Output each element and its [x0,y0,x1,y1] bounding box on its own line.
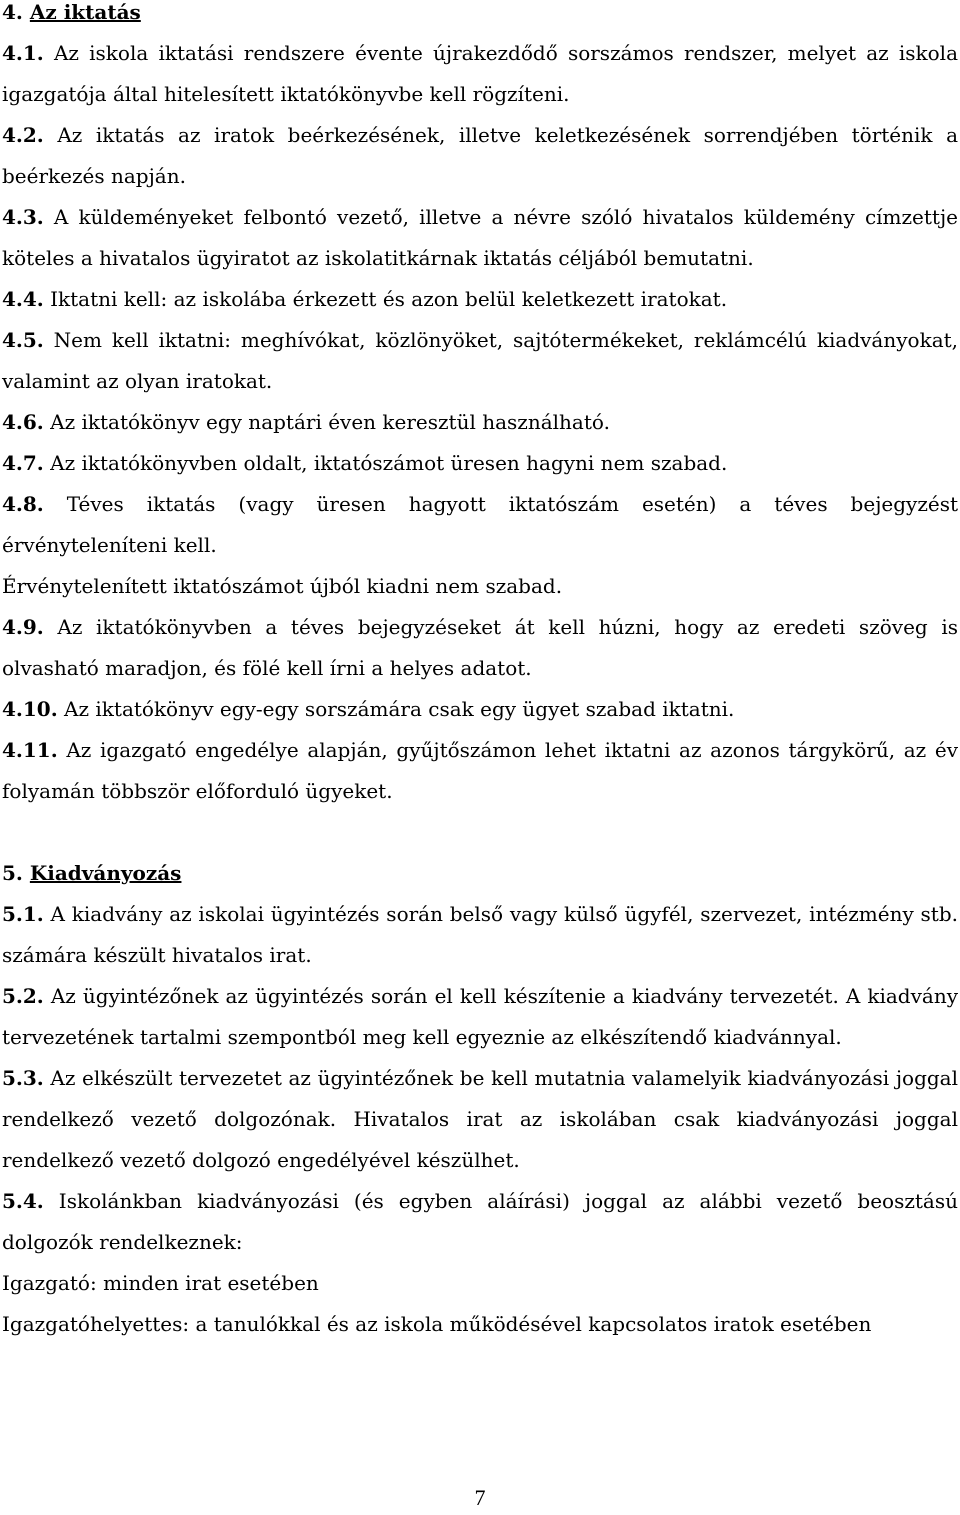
paragraph-number: 4.4. [2,287,44,311]
section-title: Kiadványozás [29,861,182,885]
paragraph-text: Nem kell iktatni: meghívókat, közlönyöket, sajtótermékeket, reklámcélú kiadványokat, valamint az olyan iratokat. [2,328,959,393]
paragraph-4-7 [2,443,958,484]
paragraph-text: Az iktatókönyv egy-egy sorszámára csak egy ügyet szabad iktatni. [64,697,735,721]
page-number: 7 [474,1485,486,1510]
paragraph-text: Az iskola iktatási rendszere évente újrakezdődő sorszámos rendszer, melyet az iskola igazgatója által hitelesített iktatókönyvbe kell rögzíteni. [2,41,958,106]
paragraph-text: Az iktatókönyvben a téves bejegyzéseket át kell húzni, hogy az eredeti szöveg is olvasható maradjon, és fölé kell írni a helyes adatot. [2,615,959,680]
paragraph-4-9 [2,607,958,689]
paragraph-text: Igazgatóhelyettes: a tanulókkal és az iskola működésével kapcsolatos iratok esetében [2,1312,872,1336]
paragraph-4-10 [2,689,958,730]
paragraph-4-5 [2,320,958,402]
paragraph-number: 4.10. [2,697,58,721]
paragraph-text: Iskolánkban kiadványozási (és egyben aláírási) joggal az alábbi vezető beosztású dolgozók rendelkeznek: [2,1189,959,1254]
paragraph-text: A küldeményeket felbontó vezető, illetve a névre szóló hivatalos küldemény címzettje köteles a hivatalos ügyiratot az iskolatitkárnak iktatás céljából bemutatni. [2,205,958,270]
paragraph-4-8 [2,484,958,566]
paragraph-4-1 [2,33,958,115]
paragraph-4-3 [2,197,958,279]
paragraph-4-4 [2,279,958,320]
paragraph-5-1 [2,894,958,976]
paragraph-number: 4.7. [2,451,44,475]
paragraph-number: 4.9. [2,615,44,639]
paragraph-number: 4.6. [2,410,44,434]
paragraph-text: Az elkészült tervezetet az ügyintézőnek be kell mutatnia valamelyik kiadványozási joggal rendelkező vezető dolgozónak. Hivatalos irat az iskolában csak kiadványozási joggal rendelkező vezető dolgozó engedélyével készülhet. [2,1066,958,1172]
paragraph-text: Az igazgató engedélye alapján, gyűjtőszámon lehet iktatni az azonos tárgykörű, az év folyamán többször előforduló ügyeket. [2,738,958,803]
paragraph-4-8-continued [2,566,958,607]
signatory-igazgato [2,1263,958,1304]
paragraph-number: 5.4. [2,1189,44,1213]
paragraph-5-3 [2,1058,958,1181]
paragraph-number: 5.1. [2,902,44,926]
paragraph-text: Iktatni kell: az iskolába érkezett és azon belül keletkezett iratokat. [50,287,728,311]
paragraph-5-4 [2,1181,958,1263]
section-heading-iktatas [2,0,958,33]
paragraph-4-6 [2,402,958,443]
paragraph-4-2 [2,115,958,197]
paragraph-text: Az iktatás az iratok beérkezésének, illetve keletkezésének sorrendjében történik a beérkezés napján. [2,123,959,188]
paragraph-number: 4.3. [2,205,44,229]
paragraph-number: 4.5. [2,328,44,352]
paragraph-number: 4.8. [2,492,44,516]
paragraph-number: 5.3. [2,1066,44,1090]
paragraph-5-2 [2,976,958,1058]
section-title: Az iktatás [29,0,141,24]
paragraph-number: 5.2. [2,984,44,1008]
paragraph-number: 4.2. [2,123,44,147]
paragraph-text: Igazgató: minden irat esetében [2,1271,319,1295]
section-number: 4. [2,0,23,24]
paragraph-text: Az ügyintézőnek az ügyintézés során el kell készítenie a kiadvány tervezetét. A kiadvány tervezetének tartalmi szempontból meg kell egyeznie az elkészítendő kiadvánnyal. [2,984,959,1049]
section-number: 5. [2,861,23,885]
paragraph-number: 4.11. [2,738,58,762]
paragraph-text: Az iktatókönyvben oldalt, iktatószámot üresen hagyni nem szabad. [50,451,728,475]
signatory-igazgatohelyettes [2,1304,958,1345]
paragraph-4-11 [2,730,958,812]
paragraph-text: Téves iktatás (vagy üresen hagyott iktatószám esetén) a téves bejegyzést érvényteleníteni kell. [2,492,959,557]
section-spacer [2,812,958,853]
paragraph-text: A kiadvány az iskolai ügyintézés során belső vagy külső ügyfél, szervezet, intézmény stb. számára készült hivatalos irat. [2,902,958,967]
paragraph-number: 4.1. [2,41,44,65]
paragraph-text: Az iktatókönyv egy naptári éven keresztül használható. [50,410,610,434]
section-heading-kiadvanyozas [2,853,958,894]
paragraph-text: Érvénytelenített iktatószámot újból kiadni nem szabad. [2,574,563,598]
